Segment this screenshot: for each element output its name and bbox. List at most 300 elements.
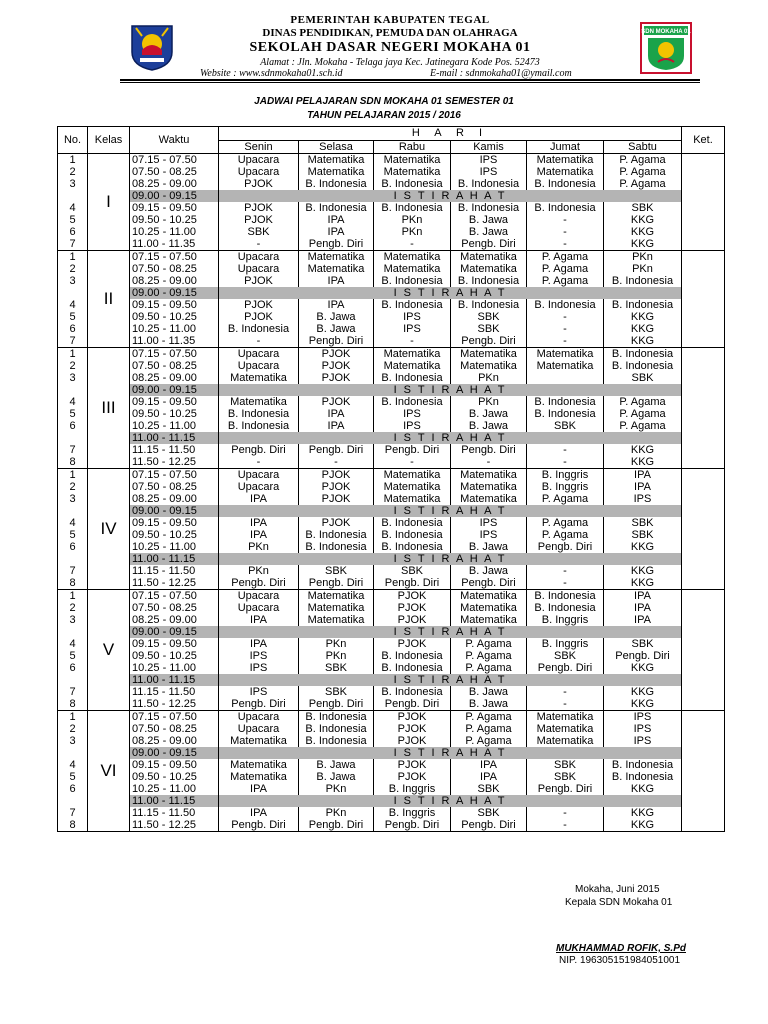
cell-break-label: I S T I R A H A T: [219, 795, 682, 807]
cell-waktu: 10.25 - 11.00: [130, 420, 219, 432]
header-day-kamis: Kamis: [451, 140, 527, 154]
table-row: [58, 372, 725, 384]
cell-subject: PKn: [374, 226, 451, 238]
cell-no: 2: [58, 481, 88, 493]
cell-waktu: 07.15 - 07.50: [130, 590, 219, 603]
table-row: [58, 565, 725, 577]
cell-subject: KKG: [604, 311, 682, 323]
cell-subject: B. Indonesia: [299, 711, 374, 724]
table-row: [58, 493, 725, 505]
cell-ket: [682, 759, 725, 771]
cell-subject: KKG: [604, 686, 682, 698]
cell-waktu: 07.50 - 08.25: [130, 263, 219, 275]
cell-no: [58, 553, 88, 565]
cell-ket: [682, 577, 725, 590]
cell-ket: [682, 553, 725, 565]
cell-subject: IPA: [219, 638, 299, 650]
cell-subject: Matematika: [451, 263, 527, 275]
cell-waktu: 11.00 - 11.15: [130, 674, 219, 686]
cell-ket: [682, 698, 725, 711]
cell-subject: Matematika: [527, 360, 604, 372]
cell-subject: IPA: [219, 493, 299, 505]
break-row: [58, 674, 725, 686]
cell-ket: [682, 396, 725, 408]
cell-waktu: 07.15 - 07.50: [130, 711, 219, 724]
table-row: [58, 686, 725, 698]
cell-subject: -: [374, 238, 451, 251]
cell-waktu: 10.25 - 11.00: [130, 323, 219, 335]
cell-subject: B. Inggris: [527, 481, 604, 493]
table-row: [58, 323, 725, 335]
cell-subject: Matematika: [451, 602, 527, 614]
cell-subject: B. Jawa: [299, 311, 374, 323]
cell-subject: -: [527, 698, 604, 711]
cell-subject: IPS: [451, 517, 527, 529]
cell-subject: P. Agama: [527, 263, 604, 275]
cell-subject: SBK: [219, 226, 299, 238]
right-logo-text: SDN MOKAHA 01: [641, 29, 691, 35]
cell-subject: Matematika: [374, 469, 451, 482]
cell-subject: B. Jawa: [451, 214, 527, 226]
cell-subject: Pengb. Diri: [451, 238, 527, 251]
cell-subject: Matematika: [299, 590, 374, 603]
cell-no: 3: [58, 275, 88, 287]
table-row: [58, 638, 725, 650]
cell-waktu: 09.15 - 09.50: [130, 638, 219, 650]
cell-subject: IPA: [299, 420, 374, 432]
cell-subject: IPA: [604, 602, 682, 614]
table-row: [58, 771, 725, 783]
cell-no: [58, 747, 88, 759]
cell-no: 1: [58, 469, 88, 482]
cell-no: 7: [58, 335, 88, 348]
cell-subject: B. Indonesia: [374, 541, 451, 553]
cell-subject: Matematika: [527, 723, 604, 735]
cell-subject: -: [527, 565, 604, 577]
table-row: [58, 154, 725, 167]
government-line: PEMERINTAH KABUPATEN TEGAL: [290, 14, 490, 26]
cell-ket: [682, 238, 725, 251]
cell-subject: B. Jawa: [451, 541, 527, 553]
cell-subject: PJOK: [374, 614, 451, 626]
cell-subject: Upacara: [219, 723, 299, 735]
cell-waktu: 09.50 - 10.25: [130, 408, 219, 420]
cell-subject: Pengb. Diri: [374, 819, 451, 832]
cell-subject: B. Indonesia: [374, 178, 451, 190]
cell-subject: SBK: [527, 420, 604, 432]
signature-position: Kepala SDN Mokaha 01: [565, 897, 673, 908]
cell-subject: Matematika: [527, 735, 604, 747]
cell-no: 6: [58, 323, 88, 335]
cell-subject: Matematika: [219, 771, 299, 783]
cell-subject: SBK: [451, 783, 527, 795]
cell-waktu: 09.15 - 09.50: [130, 759, 219, 771]
cell-no: [58, 674, 88, 686]
cell-subject: Matematika: [299, 602, 374, 614]
cell-ket: [682, 529, 725, 541]
table-row: [58, 541, 725, 553]
cell-subject: PKn: [374, 214, 451, 226]
cell-subject: B. Indonesia: [374, 662, 451, 674]
cell-no: 1: [58, 251, 88, 264]
cell-subject: Matematika: [451, 590, 527, 603]
cell-subject: B. Inggris: [527, 638, 604, 650]
cell-subject: IPS: [374, 408, 451, 420]
schedule-table: [57, 126, 725, 832]
cell-subject: -: [527, 577, 604, 590]
table-row: [58, 602, 725, 614]
cell-subject: B. Indonesia: [219, 420, 299, 432]
cell-waktu: 11.00 - 11.15: [130, 795, 219, 807]
cell-ket: [682, 771, 725, 783]
cell-subject: Pengb. Diri: [299, 577, 374, 590]
cell-subject: PKn: [299, 638, 374, 650]
table-row: [58, 456, 725, 469]
cell-waktu: 09.50 - 10.25: [130, 650, 219, 662]
cell-ket: [682, 469, 725, 482]
header-day-senin: Senin: [219, 140, 299, 154]
table-row: [58, 263, 725, 275]
cell-subject: Upacara: [219, 590, 299, 603]
schedule-year: TAHUN PELAJARAN 2015 / 2016: [307, 110, 461, 121]
cell-subject: SBK: [374, 565, 451, 577]
cell-subject: PJOK: [299, 517, 374, 529]
cell-subject: Pengb. Diri: [451, 444, 527, 456]
cell-subject: B. Jawa: [451, 698, 527, 711]
cell-subject: PKn: [299, 650, 374, 662]
cell-subject: IPA: [219, 517, 299, 529]
cell-ket: [682, 311, 725, 323]
cell-subject: KKG: [604, 783, 682, 795]
cell-waktu: 10.25 - 11.00: [130, 662, 219, 674]
cell-subject: SBK: [451, 807, 527, 819]
table-row: [58, 481, 725, 493]
cell-subject: PJOK: [374, 723, 451, 735]
cell-subject: P. Agama: [451, 723, 527, 735]
cell-waktu: 11.50 - 12.25: [130, 577, 219, 590]
cell-subject: B. Jawa: [451, 408, 527, 420]
cell-waktu: 11.00 - 11.15: [130, 553, 219, 565]
cell-subject: PKn: [451, 396, 527, 408]
cell-subject: Matematika: [374, 251, 451, 264]
cell-subject: B. Jawa: [451, 686, 527, 698]
cell-subject: IPS: [374, 420, 451, 432]
table-row: [58, 396, 725, 408]
cell-subject: -: [527, 686, 604, 698]
table-row: [58, 408, 725, 420]
cell-ket: [682, 481, 725, 493]
cell-waktu: 07.50 - 08.25: [130, 360, 219, 372]
cell-subject: IPA: [219, 614, 299, 626]
cell-ket: [682, 432, 725, 444]
cell-subject: IPS: [451, 154, 527, 167]
cell-no: 2: [58, 166, 88, 178]
cell-subject: Matematika: [374, 154, 451, 167]
cell-subject: B. Jawa: [299, 771, 374, 783]
header-day-selasa: Selasa: [299, 140, 374, 154]
cell-subject: SBK: [451, 311, 527, 323]
cell-waktu: 09.00 - 09.15: [130, 626, 219, 638]
cell-no: 4: [58, 638, 88, 650]
cell-waktu: 09.50 - 10.25: [130, 311, 219, 323]
table-row: [58, 614, 725, 626]
cell-subject: KKG: [604, 807, 682, 819]
cell-subject: KKG: [604, 335, 682, 348]
cell-subject: KKG: [604, 698, 682, 711]
cell-subject: IPA: [604, 614, 682, 626]
cell-waktu: 07.50 - 08.25: [130, 602, 219, 614]
table-row: [58, 238, 725, 251]
cell-ket: [682, 590, 725, 603]
cell-break-label: I S T I R A H A T: [219, 505, 682, 517]
cell-subject: IPS: [604, 493, 682, 505]
cell-subject: B. Inggris: [527, 469, 604, 482]
header-kelas: Kelas: [88, 127, 130, 154]
cell-waktu: 07.50 - 08.25: [130, 723, 219, 735]
cell-subject: B. Jawa: [299, 759, 374, 771]
cell-waktu: 10.25 - 11.00: [130, 226, 219, 238]
cell-no: 1: [58, 711, 88, 724]
cell-subject: KKG: [604, 662, 682, 674]
cell-subject: -: [527, 819, 604, 832]
cell-subject: SBK: [604, 372, 682, 384]
cell-subject: B. Indonesia: [374, 372, 451, 384]
cell-subject: IPA: [451, 771, 527, 783]
cell-subject: Pengb. Diri: [219, 444, 299, 456]
cell-ket: [682, 650, 725, 662]
cell-subject: B. Indonesia: [299, 202, 374, 214]
cell-subject: PJOK: [299, 481, 374, 493]
cell-no: 8: [58, 577, 88, 590]
cell-ket: [682, 493, 725, 505]
cell-waktu: 11.15 - 11.50: [130, 686, 219, 698]
cell-ket: [682, 372, 725, 384]
cell-no: 1: [58, 348, 88, 361]
cell-break-label: I S T I R A H A T: [219, 432, 682, 444]
cell-subject: PKn: [219, 541, 299, 553]
table-row: [58, 251, 725, 264]
cell-subject: Pengb. Diri: [299, 335, 374, 348]
table-row: [58, 723, 725, 735]
break-row: [58, 747, 725, 759]
cell-subject: PJOK: [219, 311, 299, 323]
cell-subject: IPS: [604, 723, 682, 735]
cell-kelas: III: [88, 348, 130, 469]
cell-subject: B. Indonesia: [604, 360, 682, 372]
cell-break-label: I S T I R A H A T: [219, 626, 682, 638]
table-row: [58, 759, 725, 771]
cell-subject: -: [527, 214, 604, 226]
cell-subject: -: [527, 444, 604, 456]
cell-subject: Matematika: [451, 360, 527, 372]
cell-no: 5: [58, 771, 88, 783]
cell-ket: [682, 686, 725, 698]
website: Website : www.sdnmokaha01.sch.id: [200, 68, 343, 79]
cell-subject: Pengb. Diri: [374, 698, 451, 711]
cell-no: 6: [58, 662, 88, 674]
cell-ket: [682, 723, 725, 735]
cell-subject: B. Indonesia: [527, 299, 604, 311]
cell-no: 7: [58, 238, 88, 251]
cell-subject: B. Indonesia: [374, 275, 451, 287]
cell-ket: [682, 783, 725, 795]
header-day-sabtu: Sabtu: [604, 140, 682, 154]
cell-no: 8: [58, 819, 88, 832]
cell-subject: KKG: [604, 819, 682, 832]
break-row: [58, 287, 725, 299]
cell-no: 3: [58, 178, 88, 190]
cell-break-label: I S T I R A H A T: [219, 384, 682, 396]
cell-subject: IPS: [604, 711, 682, 724]
cell-no: 5: [58, 214, 88, 226]
cell-subject: Matematika: [299, 154, 374, 167]
cell-no: 3: [58, 372, 88, 384]
cell-no: 4: [58, 299, 88, 311]
cell-subject: IPA: [604, 590, 682, 603]
cell-subject: Upacara: [219, 251, 299, 264]
cell-subject: Pengb. Diri: [299, 819, 374, 832]
cell-subject: B. Indonesia: [451, 275, 527, 287]
cell-waktu: 10.25 - 11.00: [130, 783, 219, 795]
cell-subject: PKn: [604, 263, 682, 275]
cell-ket: [682, 214, 725, 226]
cell-subject: -: [527, 226, 604, 238]
cell-subject: PJOK: [219, 275, 299, 287]
table-row: [58, 311, 725, 323]
cell-subject: B. Indonesia: [299, 735, 374, 747]
cell-waktu: 11.50 - 12.25: [130, 698, 219, 711]
cell-subject: -: [527, 238, 604, 251]
cell-subject: B. Jawa: [451, 565, 527, 577]
cell-subject: P. Agama: [527, 493, 604, 505]
cell-subject: Matematika: [299, 614, 374, 626]
cell-subject: Pengb. Diri: [527, 662, 604, 674]
cell-subject: B. Indonesia: [374, 202, 451, 214]
cell-subject: SBK: [604, 517, 682, 529]
cell-waktu: 07.15 - 07.50: [130, 348, 219, 361]
table-row: [58, 360, 725, 372]
cell-no: 1: [58, 590, 88, 603]
cell-subject: B. Indonesia: [604, 275, 682, 287]
cell-subject: B. Inggris: [527, 614, 604, 626]
cell-no: 6: [58, 420, 88, 432]
cell-ket: [682, 444, 725, 456]
cell-subject: IPS: [219, 662, 299, 674]
cell-ket: [682, 251, 725, 264]
cell-waktu: 07.15 - 07.50: [130, 154, 219, 167]
cell-subject: -: [527, 335, 604, 348]
cell-no: 8: [58, 456, 88, 469]
cell-subject: PJOK: [374, 590, 451, 603]
cell-subject: IPS: [604, 735, 682, 747]
cell-subject: Matematika: [451, 348, 527, 361]
cell-subject: -: [527, 456, 604, 469]
cell-subject: Pengb. Diri: [527, 541, 604, 553]
cell-subject: IPA: [299, 408, 374, 420]
cell-subject: [527, 372, 604, 384]
cell-subject: PJOK: [299, 469, 374, 482]
cell-waktu: 09.50 - 10.25: [130, 529, 219, 541]
schedule-title: JADWAI PELAJARAN SDN MOKAHA 01 SEMESTER 01: [254, 96, 514, 107]
cell-waktu: 09.15 - 09.50: [130, 202, 219, 214]
cell-no: [58, 384, 88, 396]
cell-subject: PKn: [451, 372, 527, 384]
cell-subject: P. Agama: [527, 517, 604, 529]
table-row: [58, 202, 725, 214]
cell-subject: Matematika: [219, 735, 299, 747]
cell-subject: B. Inggris: [374, 783, 451, 795]
cell-no: 6: [58, 541, 88, 553]
cell-subject: P. Agama: [604, 396, 682, 408]
cell-subject: Matematika: [451, 614, 527, 626]
cell-subject: SBK: [604, 529, 682, 541]
cell-subject: B. Indonesia: [374, 529, 451, 541]
cell-ket: [682, 360, 725, 372]
cell-subject: PJOK: [374, 771, 451, 783]
cell-subject: SBK: [299, 565, 374, 577]
cell-subject: P. Agama: [604, 154, 682, 167]
header-day-jumat: Jumat: [527, 140, 604, 154]
cell-ket: [682, 348, 725, 361]
cell-subject: Matematika: [527, 348, 604, 361]
cell-ket: [682, 602, 725, 614]
cell-subject: -: [219, 456, 299, 469]
table-row: [58, 662, 725, 674]
cell-no: 8: [58, 698, 88, 711]
cell-subject: PJOK: [219, 178, 299, 190]
table-row: [58, 807, 725, 819]
cell-waktu: 11.15 - 11.50: [130, 444, 219, 456]
cell-subject: PKn: [299, 807, 374, 819]
cell-no: 2: [58, 723, 88, 735]
cell-waktu: 09.00 - 09.15: [130, 384, 219, 396]
header-ket: Ket.: [682, 127, 725, 154]
cell-subject: PJOK: [299, 396, 374, 408]
cell-waktu: 09.50 - 10.25: [130, 771, 219, 783]
cell-subject: PJOK: [374, 759, 451, 771]
cell-ket: [682, 807, 725, 819]
cell-ket: [682, 626, 725, 638]
header-waktu: Waktu: [130, 127, 219, 154]
cell-no: 7: [58, 807, 88, 819]
cell-subject: B. Indonesia: [527, 602, 604, 614]
cell-waktu: 09.00 - 09.15: [130, 747, 219, 759]
cell-subject: P. Agama: [527, 529, 604, 541]
cell-subject: KKG: [604, 323, 682, 335]
cell-no: 4: [58, 202, 88, 214]
cell-subject: B. Jawa: [451, 420, 527, 432]
sdn-mokaha-01-emblem-icon: [640, 22, 692, 74]
cell-subject: B. Indonesia: [219, 408, 299, 420]
cell-subject: B. Indonesia: [451, 178, 527, 190]
cell-ket: [682, 275, 725, 287]
signatory-name: MUKHAMMAD ROFIK, S.Pd: [556, 943, 686, 954]
cell-subject: PKn: [604, 251, 682, 264]
cell-no: 5: [58, 529, 88, 541]
cell-subject: Pengb. Diri: [451, 335, 527, 348]
cell-no: 5: [58, 311, 88, 323]
cell-subject: Matematika: [374, 481, 451, 493]
table-row: [58, 819, 725, 832]
cell-subject: Matematika: [299, 263, 374, 275]
schedule-body: [58, 154, 725, 832]
cell-waktu: 09.00 - 09.15: [130, 287, 219, 299]
table-row: [58, 275, 725, 287]
cell-subject: KKG: [604, 238, 682, 251]
cell-subject: B. Indonesia: [527, 178, 604, 190]
cell-subject: SBK: [527, 759, 604, 771]
cell-no: 3: [58, 735, 88, 747]
